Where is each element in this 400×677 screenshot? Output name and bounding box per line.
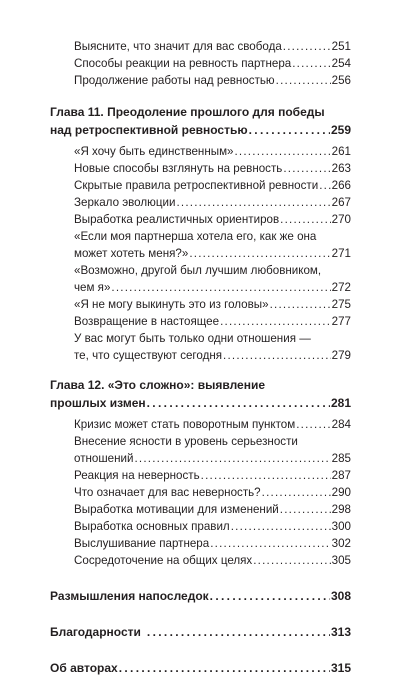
chapter-11-entries bbox=[50, 143, 351, 364]
toc-entry-page: 256 bbox=[331, 74, 351, 87]
chapter-title-row[interactable] bbox=[50, 121, 351, 139]
toc-entry-title: Кризис может стать поворотным пунктом bbox=[74, 418, 296, 431]
chapter-title-line2: прошлых измен bbox=[50, 396, 146, 410]
toc-entry-multiline[interactable] bbox=[50, 262, 351, 296]
toc-entry[interactable] bbox=[50, 518, 351, 535]
toc-entry-title: Выслушивание партнера bbox=[74, 537, 210, 550]
toc-entry[interactable] bbox=[50, 55, 351, 72]
toc-entry-page: 290 bbox=[331, 486, 351, 499]
dot-leader bbox=[296, 416, 330, 433]
toc-entry-page: 267 bbox=[331, 196, 351, 209]
toc-entry[interactable] bbox=[50, 211, 351, 228]
toc-entry[interactable] bbox=[50, 160, 351, 177]
dot-leader bbox=[176, 194, 330, 211]
toc-entry-page: 315 bbox=[330, 661, 351, 675]
toc-entry[interactable] bbox=[50, 194, 351, 211]
dot-leader bbox=[262, 484, 331, 501]
toc-entry-page: 263 bbox=[331, 162, 351, 175]
toc-entry-page: 266 bbox=[331, 179, 351, 192]
toc-entry[interactable] bbox=[50, 143, 351, 160]
toc-entry-afterword[interactable] bbox=[50, 587, 351, 605]
toc-entry-page: 277 bbox=[331, 315, 351, 328]
toc-entry-title-line1: «Если моя партнерша хотела его, как же она bbox=[74, 230, 317, 243]
toc-entry[interactable] bbox=[50, 416, 351, 433]
toc-entry-page: 254 bbox=[331, 57, 351, 70]
toc-entry[interactable] bbox=[50, 467, 351, 484]
toc-entry-title: Сосредоточение на общих целях bbox=[74, 554, 253, 567]
chapter-title-row[interactable] bbox=[50, 394, 351, 412]
toc-entry-page: 313 bbox=[330, 625, 351, 639]
toc-entry-title-line2: отношений bbox=[74, 452, 134, 465]
toc-entry-title-line2: чем я» bbox=[74, 281, 111, 294]
toc-entry-title-line1: Внесение ясности в уровень серьезности bbox=[74, 435, 298, 448]
dot-leader bbox=[189, 245, 330, 262]
toc-entry-title: Скрытые правила ретроспективной ревности bbox=[74, 179, 319, 192]
toc-entry-page: 272 bbox=[331, 281, 351, 294]
toc-entry-title: Об авторах bbox=[50, 661, 118, 675]
chapter-title-line1[interactable]: Глава 11. Преодоление прошлого для победы bbox=[50, 105, 325, 119]
toc-entry[interactable] bbox=[50, 38, 351, 55]
dot-leader bbox=[283, 160, 330, 177]
toc-entry-title: Выработка реалистичных ориентиров bbox=[74, 213, 280, 226]
dot-leader bbox=[231, 518, 331, 535]
toc-entry-multiline[interactable] bbox=[50, 228, 351, 262]
toc-entry-title-line2: может хотеть меня?» bbox=[74, 247, 189, 260]
toc-entry[interactable] bbox=[50, 501, 351, 518]
dot-leader bbox=[134, 450, 330, 467]
toc-entry[interactable] bbox=[50, 72, 351, 89]
toc-entry-title: Благодарности bbox=[50, 625, 141, 639]
chapter-page: 281 bbox=[330, 396, 351, 410]
table-of-contents bbox=[50, 38, 351, 677]
dot-leader bbox=[210, 587, 330, 605]
dot-leader bbox=[280, 501, 331, 518]
toc-entry-title-line1: У вас могут быть только одни отношения — bbox=[74, 332, 311, 345]
toc-entry-page: 275 bbox=[331, 298, 351, 311]
dot-leader bbox=[210, 535, 330, 552]
toc-entry-multiline[interactable] bbox=[50, 330, 351, 364]
dot-leader bbox=[220, 313, 331, 330]
toc-entry-title: Выясните, что значит для вас свобода bbox=[74, 40, 282, 53]
dot-leader bbox=[283, 38, 331, 55]
toc-entry-about-authors[interactable] bbox=[50, 659, 351, 677]
chapter-page: 259 bbox=[330, 123, 351, 137]
dot-leader bbox=[280, 211, 331, 228]
toc-entry-multiline[interactable] bbox=[50, 433, 351, 467]
toc-entry-title: Реакция на неверность bbox=[74, 469, 200, 482]
toc-entry[interactable] bbox=[50, 296, 351, 313]
chapter-12-entries bbox=[50, 416, 351, 569]
chapter-title-line2: над ретроспективной ревностью bbox=[50, 123, 248, 137]
toc-entry-page: 308 bbox=[330, 589, 351, 603]
toc-entry[interactable] bbox=[50, 177, 351, 194]
chapter-12 bbox=[50, 376, 351, 412]
dot-leader bbox=[253, 552, 330, 569]
toc-entry-title: «Я не могу выкинуть это из головы» bbox=[74, 298, 269, 311]
toc-entry[interactable] bbox=[50, 552, 351, 569]
toc-entry-page: 261 bbox=[331, 145, 351, 158]
toc-entry-page: 298 bbox=[331, 503, 351, 516]
dot-leader bbox=[223, 347, 331, 364]
toc-entry-page: 305 bbox=[331, 554, 351, 567]
toc-entry-page: 285 bbox=[331, 452, 351, 465]
dot-leader bbox=[319, 177, 330, 194]
toc-entry-page: 300 bbox=[331, 520, 351, 533]
dot-leader bbox=[249, 121, 330, 139]
toc-entry-title: Продолжение работы над ревностью bbox=[74, 74, 275, 87]
dot-leader bbox=[147, 394, 330, 412]
dot-leader bbox=[119, 659, 330, 677]
toc-entry-page: 251 bbox=[331, 40, 351, 53]
toc-entry-title: Выработка мотивации для изменений bbox=[74, 503, 279, 516]
toc-entry-page: 270 bbox=[331, 213, 351, 226]
dot-leader bbox=[111, 279, 330, 296]
toc-entry-title-line1: «Возможно, другой был лучшим любовником, bbox=[74, 264, 322, 277]
toc-entry[interactable] bbox=[50, 484, 351, 501]
chapter-11 bbox=[50, 103, 351, 139]
toc-entry-title-line2: те, что существуют сегодня bbox=[74, 349, 223, 362]
dot-leader bbox=[270, 296, 331, 313]
toc-entry-title: Новые способы взглянуть на ревность bbox=[74, 162, 283, 175]
toc-entry-title: Зеркало эволюции bbox=[74, 196, 176, 209]
section-top-entries bbox=[50, 38, 351, 89]
dot-leader bbox=[292, 55, 330, 72]
toc-entry-title: Что означает для вас неверность? bbox=[74, 486, 261, 499]
chapter-title-line1[interactable]: Глава 12. «Это сложно»: выявление bbox=[50, 378, 266, 392]
afterword-section bbox=[50, 587, 351, 605]
toc-entry-title: «Я хочу быть единственным» bbox=[74, 145, 234, 158]
toc-entry[interactable] bbox=[50, 535, 351, 552]
toc-entry-page: 279 bbox=[331, 349, 351, 362]
toc-entry[interactable] bbox=[50, 313, 351, 330]
toc-entry-page: 287 bbox=[331, 469, 351, 482]
toc-entry-page: 302 bbox=[331, 537, 351, 550]
toc-entry-title: Возвращение в настоящее bbox=[74, 315, 220, 328]
toc-entry-page: 284 bbox=[331, 418, 351, 431]
toc-entry-page: 271 bbox=[331, 247, 351, 260]
dot-leader bbox=[276, 72, 331, 89]
dot-leader bbox=[234, 143, 330, 160]
toc-entry-title: Размышления напоследок bbox=[50, 589, 209, 603]
toc-entry-title: Выработка основных правил bbox=[74, 520, 230, 533]
dot-leader bbox=[201, 467, 331, 484]
toc-entry-title: Способы реакции на ревность партнера bbox=[74, 57, 292, 70]
about-authors-section bbox=[50, 659, 351, 677]
